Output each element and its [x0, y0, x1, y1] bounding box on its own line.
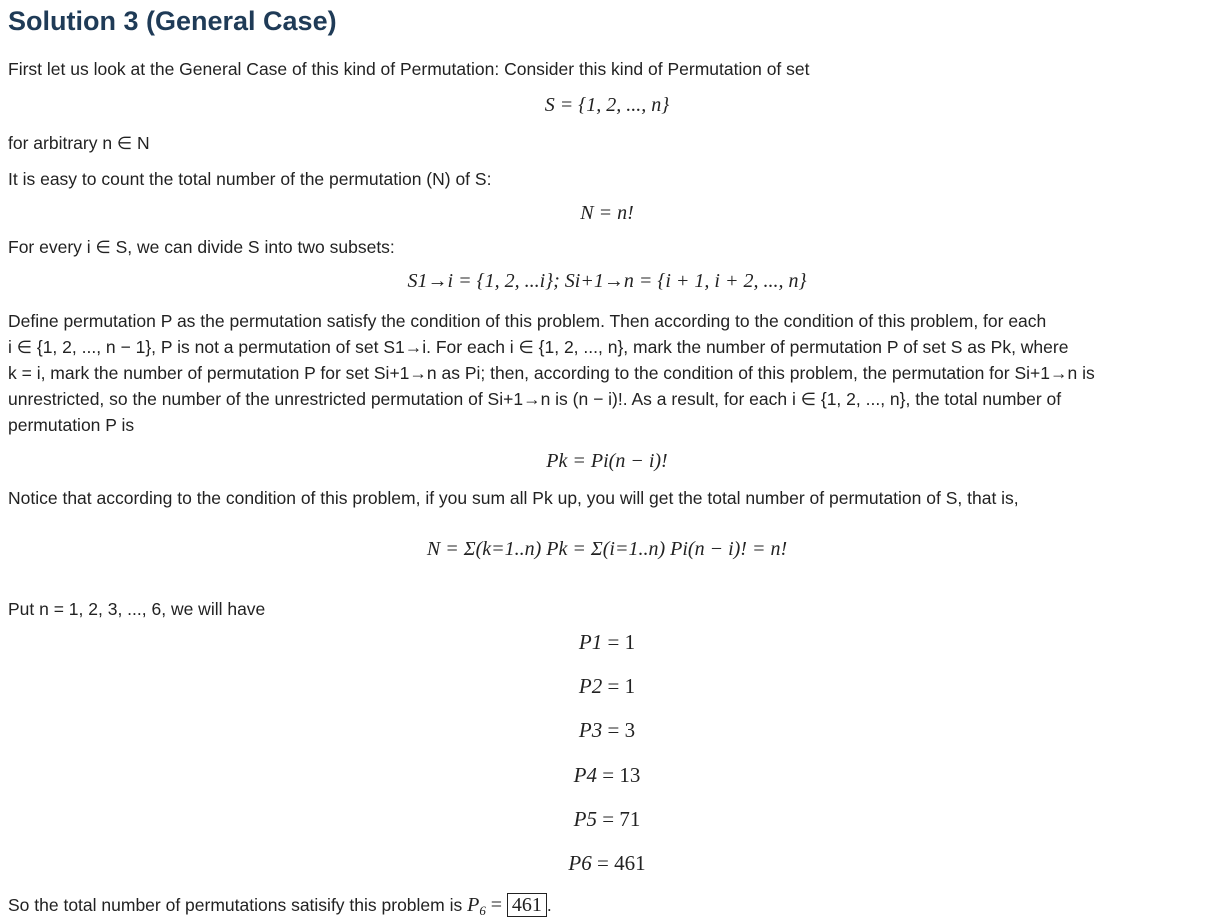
divide-line: For every i ∈ S, we can divide S into two subsets: [8, 237, 395, 257]
p-value: 13 [619, 763, 641, 787]
p-label: P2 [578, 674, 603, 698]
p-label: P4 [573, 763, 597, 787]
p-label: P1 [578, 630, 603, 654]
define-line-3: k = i, mark the number of permutation P for set Si+1→n as Pi; then, according to the condition of this problem, the permutation for Si+1→n is [8, 363, 1095, 383]
p-value-row: P4 = 13 [573, 763, 641, 787]
equation-pk [0, 448, 1214, 473]
define-line-1: Define permutation P as the permutation satisfy the condition of this problem. Then according to the condition of this problem, for each [8, 311, 1047, 331]
eq-text: S = {1, 2, ..., n} [544, 94, 670, 116]
p-label: P6 [568, 851, 592, 875]
p-label: P5 [573, 807, 597, 831]
conclusion-line: So the total number of permutations satisify this problem is $P_6 = 461$ . [8, 894, 552, 918]
define-line-5: permutation P is [8, 415, 135, 435]
notice-line: Notice that according to the condition of this problem, if you sum all Pk up, you will get the total number of permutation of S, that is, [8, 488, 1019, 508]
eq-text: Pk = Pi(n − i)! [546, 450, 668, 472]
eq-text: N = Σ(k=1..n) Pk = Σ(i=1..n) Pi(n − i)! = n! [426, 538, 788, 560]
p-value-row: P3 = 3 [578, 718, 636, 742]
p-value-row: P1 = 1 [578, 630, 636, 654]
answer-box: 461 [507, 893, 547, 917]
p-label: P3 [578, 718, 603, 742]
eq-text: N = n! [580, 202, 634, 224]
p-value-row: P2 = 1 [578, 674, 636, 698]
define-line-4: unrestricted, so the number of the unrestricted permutation of Si+1→n is (n − i)!. As a result, for each i ∈ {1, 2, ..., n}, the total number of [8, 389, 1062, 409]
p-value: 461 [614, 851, 646, 875]
page-title: Solution 3 (General Case) [8, 6, 337, 36]
intro-paragraph: First let us look at the General Case of this kind of Permutation: Consider this kind of Permutation of set [8, 59, 810, 79]
p-value: 1 [624, 674, 636, 698]
p-value: 3 [624, 718, 636, 742]
put-n-line: Put n = 1, 2, 3, ..., 6, we will have [8, 599, 266, 619]
easy-count-line: It is easy to count the total number of the permutation (N) of S: [8, 169, 492, 189]
p-value: 71 [619, 807, 641, 831]
equation-total [0, 200, 1214, 225]
equation-subsets [0, 268, 1214, 293]
equation-set-definition [0, 92, 1214, 117]
eq-text: S1→i = {1, 2, ...i}; Si+1→n = {i + 1, i + 2, ..., n} [407, 270, 807, 292]
p-value-row: P5 = 71 [573, 807, 641, 831]
equation-sum [0, 536, 1214, 561]
p-value: 1 [624, 630, 636, 654]
define-line-2: i ∈ {1, 2, ..., n − 1}, P is not a permutation of set S1→i. For each i ∈ {1, 2, ..., n}, mark the number of permutation P of set S as Pk, where [8, 337, 1069, 357]
arbitrary-line: for arbitrary n ∈ N [8, 133, 150, 153]
p-value-row: P6 = 461 [568, 851, 646, 875]
conclusion-text: So the total number of permutations satisify this problem is [8, 895, 463, 915]
